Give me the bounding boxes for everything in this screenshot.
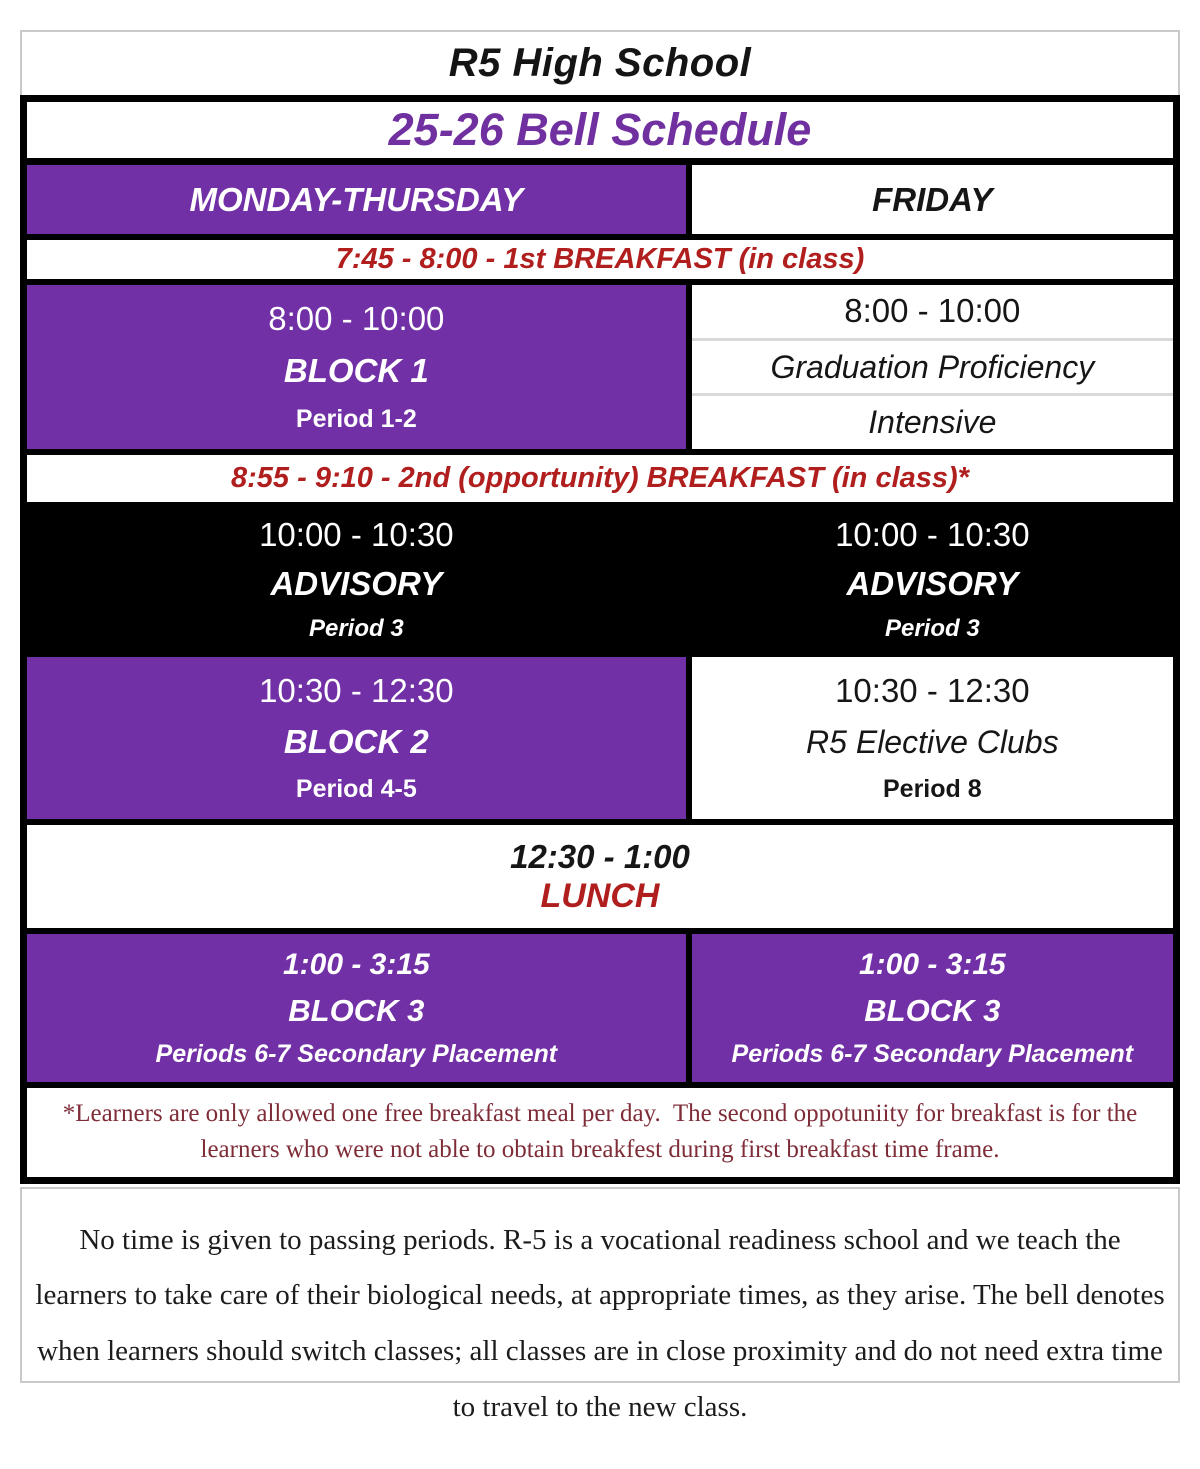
block1-row [27, 285, 1173, 455]
block2-row [27, 657, 1173, 825]
block1-period: Period 1-2 [295, 404, 417, 433]
advisory-period-right: Period 3 [884, 615, 980, 643]
block2-period: Period 4-5 [295, 775, 417, 804]
friday-block1-time-cell [692, 285, 1173, 341]
title-row [20, 30, 1180, 95]
block1-name: BLOCK 1 [283, 352, 429, 390]
block2-monday-thursday-cell [27, 657, 692, 819]
school-title: R5 High School [448, 41, 752, 85]
advisory-time-left: 10:00 - 10:30 [259, 515, 454, 553]
friday-block1-time: 8:00 - 10:00 [844, 292, 1021, 330]
second-breakfast-row [27, 455, 1173, 502]
subtitle-row [27, 102, 1173, 165]
block2-name: BLOCK 2 [283, 723, 429, 761]
header-monday-thursday-label: MONDAY-THURSDAY [189, 180, 524, 218]
advisory-name-right: ADVISORY [846, 565, 1019, 603]
advisory-monday-thursday-cell [27, 502, 692, 657]
bell-schedule-document [20, 30, 1180, 1423]
block3-name-right: BLOCK 3 [864, 992, 1001, 1028]
second-breakfast-label: 8:55 - 9:10 - 2nd (opportunity) BREAKFAST (in class)* [231, 462, 969, 494]
advisory-name-left: ADVISORY [270, 565, 443, 603]
friday-block1-name2-cell [692, 396, 1173, 449]
block3-period-right: Periods 6-7 Secondary Placement [731, 1039, 1134, 1068]
friday-block2-time: 10:30 - 12:30 [835, 672, 1030, 709]
lunch-time: 12:30 - 1:00 [510, 837, 690, 875]
header-monday-thursday-cell [27, 165, 692, 234]
friday-block1-name-cell [692, 341, 1173, 397]
block3-name-left: BLOCK 3 [288, 992, 425, 1028]
block3-time-left: 1:00 - 3:15 [282, 947, 430, 981]
block3-period-left: Periods 6-7 Secondary Placement [155, 1039, 558, 1068]
friday-block1-name-line1: Graduation Proficiency [770, 348, 1095, 385]
advisory-time-right: 10:00 - 10:30 [835, 515, 1030, 553]
advisory-row [27, 502, 1173, 657]
block1-time: 8:00 - 10:00 [268, 300, 445, 338]
block1-monday-thursday-cell [27, 285, 692, 449]
block3-row [27, 934, 1173, 1088]
header-friday-label: FRIDAY [872, 180, 993, 218]
block2-friday-cell [692, 657, 1173, 819]
friday-block2-name: R5 Elective Clubs [806, 724, 1059, 760]
advisory-period-left: Period 3 [308, 615, 404, 643]
header-friday-cell [692, 165, 1173, 234]
schedule-table [20, 95, 1180, 1184]
block3-monday-thursday-cell [27, 934, 692, 1082]
schedule-subtitle: 25-26 Bell Schedule [388, 104, 812, 155]
lunch-label: LUNCH [540, 876, 660, 915]
first-breakfast-row [27, 240, 1173, 285]
day-header-row [27, 165, 1173, 240]
advisory-friday-cell [692, 502, 1173, 657]
lunch-row [27, 825, 1173, 934]
friday-block1-name-line2: Intensive [868, 404, 997, 441]
block3-time-right: 1:00 - 3:15 [858, 947, 1006, 981]
passing-periods-note-text: No time is given to passing periods. R-5 is a vocational readiness school and we teach the learners to take care of their biological needs, at appropriate times, as they arise. The bell denotes when learners should switch classes; all classes are in close proximity and do not need extra time to travel to the new class. [35, 1223, 1165, 1423]
breakfast-footnote-text: *Learners are only allowed one free breakfast meal per day. The second oppotuniity for breakfast is for the learners who were not able to obtain breakfest during first breakfast time frame. [62, 1100, 1144, 1164]
breakfast-footnote-row [27, 1088, 1173, 1177]
block2-time: 10:30 - 12:30 [259, 671, 454, 709]
block1-friday-cell [692, 285, 1173, 449]
block3-friday-cell [692, 934, 1173, 1082]
friday-block2-period: Period 8 [883, 775, 982, 803]
passing-periods-note-box [20, 1187, 1180, 1423]
first-breakfast-label: 7:45 - 8:00 - 1st BREAKFAST (in class) [335, 243, 865, 275]
